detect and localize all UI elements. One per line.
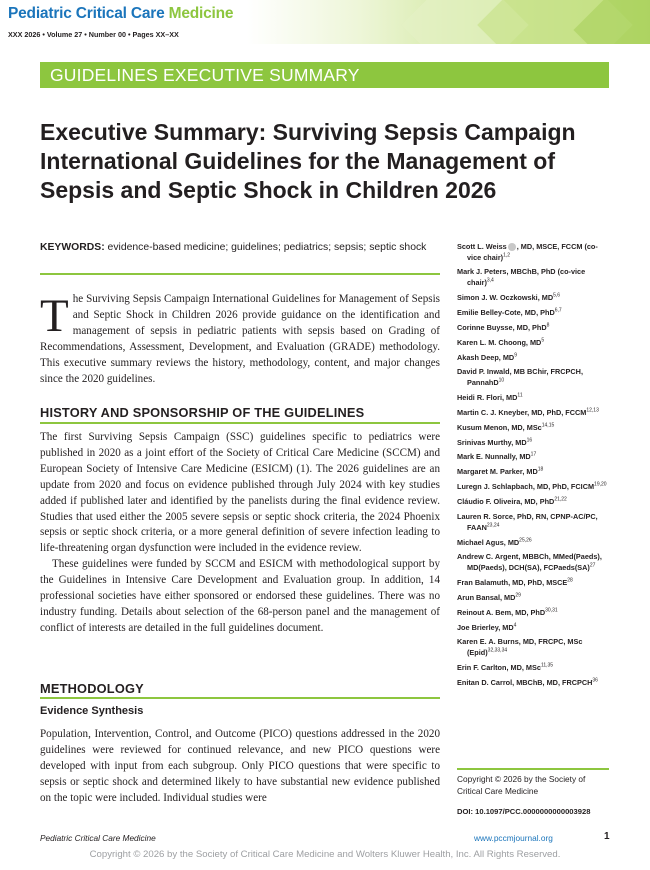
intro-paragraph: [40, 292, 440, 387]
author-name: Heidi R. Flori: [457, 392, 502, 402]
affiliation-superscript: 28: [567, 577, 573, 584]
affiliation-superscript: 36: [592, 677, 598, 684]
affiliation-superscript: 16: [526, 437, 533, 444]
author-credentials: , MD, PhD: [512, 322, 547, 332]
author-credentials: , MD, MSc: [507, 422, 542, 432]
author-entry: [457, 538, 612, 549]
issue-line: XXX 2026 • Volume 27 • Number 00 • Pages XX–XX: [8, 30, 179, 39]
author-entry: [457, 393, 612, 404]
methodology-heading: METHODOLOGY: [40, 681, 144, 696]
author-credentials: , MD: [503, 537, 520, 547]
author-entry: [457, 423, 612, 434]
author-entry: [457, 663, 612, 674]
author-name: Lauren R. Sorce: [457, 512, 513, 522]
author-name: Kusum Menon: [457, 422, 508, 432]
author-credentials: , MD, PhD: [520, 307, 555, 317]
author-name: Mark E. Nunnally: [457, 452, 516, 462]
page-number: 1: [604, 831, 610, 842]
affiliation-superscript: 9: [514, 352, 517, 359]
evidence-synthesis-heading: Evidence Synthesis: [40, 705, 144, 717]
author-name: Akash Deep: [457, 352, 499, 362]
author-entry: [457, 497, 612, 508]
author-credentials: , MD: [511, 437, 527, 447]
author-name: David P. Inwald: [457, 367, 510, 377]
doi[interactable]: DOI: 10.1097/PCC.0000000000003928: [457, 807, 591, 816]
author-credentials: , MD: [537, 292, 554, 302]
author-name: Scott L. Weiss: [457, 242, 507, 251]
author-name: Srinivas Murthy: [457, 437, 512, 447]
author-name: Michael Agus: [457, 537, 504, 547]
author-name: Enitan D. Carrol: [457, 677, 513, 687]
author-name: Reinout A. Bem: [457, 607, 512, 617]
author-list: [457, 242, 612, 693]
author-name: Arun Bansal: [457, 592, 500, 602]
section-banner: GUIDELINES EXECUTIVE SUMMARY: [40, 62, 609, 88]
author-entry: [457, 308, 612, 319]
author-entry: [457, 637, 612, 658]
keywords: [40, 241, 442, 255]
author-name: Fran Balamuth: [457, 577, 509, 587]
author-name: Cláudio F. Oliveira: [457, 497, 521, 507]
article-title: Executive Summary: Surviving Sepsis Campaign International Guidelines for the Management of Sepsis and Septic Shock in Children 2026: [40, 119, 576, 203]
affiliation-superscript: 27: [589, 562, 596, 569]
author-entry: [457, 293, 612, 304]
author-entry: [457, 593, 612, 604]
methodology-paragraph-1: Population, Intervention, Control, and Outcome (PICO) questions addressed in the 2020 guidelines were reviewed for continued relevance, and new PICO questions were developed with input from each subgroup. Only PICO questions that were specific to sepsis or septic shock and determined likely to have substantial new evidence published on the topic were included. Individual studies were: [40, 728, 440, 804]
affiliation-superscript: 30,31: [545, 607, 558, 614]
author-credentials: , MD: [522, 467, 538, 477]
history-paragraph-1: The first Surviving Sepsis Campaign (SSC) guidelines specific to pediatrics were published in 2020 as a joint effort of the Society of Critical Care Medicine (SCCM) and European Society of Intensive Care Medicine (ESICM) (1). The 2026 guidelines are an update from 2020 and focus on evidence published through July 2024 with key studies added if published later and identified by the panelists during the final evidence review. Studies that used either the 2005 severe sepsis or septic shock criteria, the 2024 Phoenix sepsis or septic shock criteria, or a more general definition of severe infection leading to life-threatening organ dysfunction were included in the evidence review.: [40, 431, 440, 555]
orcid-icon[interactable]: [508, 243, 516, 251]
author-name: Mark J. Peters: [457, 267, 507, 277]
affiliation-superscript: 17: [530, 452, 537, 459]
author-entry: [457, 438, 612, 449]
author-entry: [457, 623, 612, 634]
drop-cap: T: [40, 290, 69, 342]
affiliation-superscript: 12,13: [586, 407, 599, 414]
header-band: [0, 0, 650, 44]
author-credentials: , MD, PhD: [511, 607, 546, 617]
author-entry: [457, 578, 612, 589]
author-credentials: , MD, PhD, FCICM: [532, 482, 595, 492]
affiliation-superscript: 10: [498, 377, 505, 384]
author-credentials: , MD, PhD, MSCE: [508, 577, 568, 587]
author-credentials: , MBBCh, MMed(Paeds), MD(Paeds), DCH(SA), FCPaeds(SA): [467, 552, 602, 572]
keywords-text: evidence-based medicine; guidelines; pediatrics; sepsis; septic shock: [107, 242, 427, 253]
author-name: Luregn J. Schlapbach: [457, 482, 533, 492]
divider: [457, 768, 609, 770]
author-credentials: , MD: [502, 392, 518, 402]
divider: [40, 697, 440, 699]
author-credentials: , MD: [498, 352, 515, 362]
affiliation-superscript: 4: [513, 622, 517, 629]
author-entry: [457, 338, 612, 349]
author-entry: [457, 608, 612, 619]
divider: [40, 273, 440, 275]
affiliation-superscript: 18: [537, 466, 544, 473]
affiliation-superscript: 1,2: [503, 252, 511, 259]
copyright-box: Copyright © 2026 by the Society of Critical Care Medicine: [457, 774, 586, 796]
affiliation-superscript: 14,15: [541, 422, 555, 429]
author-entry: [457, 552, 612, 573]
affiliation-superscript: 6,7: [554, 307, 562, 314]
history-paragraph-2: These guidelines were funded by SCCM and ESICM with methodological support by the Guidelines in Intensive Care Development and Evaluation group. In addition, 14 professional societies have either sponsored or endorsed these guidelines. There was no industry funding. Details about selection of the 68-person panel and the management of conflict of interests are detailed in the full guidelines document.: [40, 558, 440, 634]
footer-journal: Pediatric Critical Care Medicine: [40, 833, 156, 843]
affiliation-superscript: 23,24: [486, 522, 500, 529]
divider: [40, 422, 440, 424]
affiliation-superscript: 32,33,34: [487, 647, 508, 654]
author-credentials: , MD: [515, 452, 531, 462]
affiliation-superscript: 11: [517, 392, 523, 399]
methodology-body: [40, 727, 440, 807]
author-entry: [457, 408, 612, 419]
author-name: Simon J. W. Oczkowski: [457, 292, 538, 302]
author-name: Emilie Belley-Cote: [457, 307, 521, 317]
author-entry: [457, 367, 612, 388]
author-credentials: , MD: [525, 337, 542, 347]
author-entry: [457, 353, 612, 364]
author-entry: [457, 242, 612, 263]
history-body: [40, 430, 440, 637]
author-entry: [457, 267, 612, 288]
author-name: Erin F. Carlton: [457, 662, 507, 672]
author-credentials: , MD, PhD: [520, 497, 555, 507]
author-credentials: , MBChB, MD, FRCPCH: [512, 677, 593, 687]
author-credentials: , PhD, RN, CPNP-AC/PC, FAAN: [467, 512, 598, 532]
author-name: Martin C. J. Kneyber: [457, 407, 528, 417]
history-heading: HISTORY AND SPONSORSHIP OF THE GUIDELINES: [40, 405, 365, 420]
affiliation-superscript: 3,4: [486, 277, 494, 284]
author-entry: [457, 482, 612, 493]
author-entry: [457, 512, 612, 533]
journal-logo: Pediatric Critical Care Medicine: [8, 5, 234, 22]
keywords-label: KEYWORDS:: [40, 242, 105, 253]
affiliation-superscript: 11,35: [540, 662, 554, 669]
author-name: Corinne Buysse: [457, 322, 513, 332]
affiliation-superscript: 8: [546, 322, 550, 329]
intro-text: he Surviving Sepsis Campaign International Guidelines for Management of Sepsis and Septic Shock in Children 2026 provide guidance on the identification and management of sepsis in pediatric patients with sepsis based on Grading of Recommendations, Assessment, Development, and Evaluation (GRADE) methodology. This executive summary reviews the history, methodology, content, and major changes since the 2020 guidelines.: [40, 293, 440, 385]
author-entry: [457, 323, 612, 334]
author-credentials: , MD, MSCE, FCCM (co-vice chair): [467, 242, 598, 262]
footer-url-link[interactable]: www.pccmjournal.org: [474, 833, 553, 843]
author-credentials: , MD, FRCPC, MSc (Epid): [467, 637, 583, 658]
affiliation-superscript: 5: [541, 337, 545, 344]
affiliation-superscript: 19,20: [594, 481, 607, 488]
author-credentials: , MBChB, PhD (co-vice chair): [467, 267, 586, 288]
author-name: Joe Brierley: [457, 622, 499, 632]
affiliation-superscript: 21,22: [554, 496, 567, 503]
author-credentials: , MB BChir, FRCPCH, PannahD: [467, 367, 583, 388]
author-name: Karen L. M. Choong: [457, 337, 526, 347]
author-entry: [457, 452, 612, 463]
author-entry: [457, 678, 612, 689]
author-entry: [457, 467, 612, 478]
author-credentials: , MD, PhD, FCCM: [527, 407, 587, 417]
author-name: Andrew C. Argent: [457, 552, 519, 562]
affiliation-superscript: 25,26: [519, 537, 532, 544]
author-credentials: , MD, MSc: [506, 662, 541, 672]
affiliation-superscript: 29: [515, 592, 521, 599]
author-name: Margaret M. Parker: [457, 467, 523, 477]
footer-copyright: Copyright © 2026 by the Society of Critical Care Medicine and Wolters Kluwer Health, Inc. All Rights Reserved.: [89, 849, 561, 860]
author-credentials: , MD: [499, 592, 516, 602]
author-credentials: , MD: [498, 622, 514, 632]
author-name: Karen E. A. Burns: [457, 637, 519, 647]
affiliation-superscript: 5,6: [553, 292, 561, 299]
